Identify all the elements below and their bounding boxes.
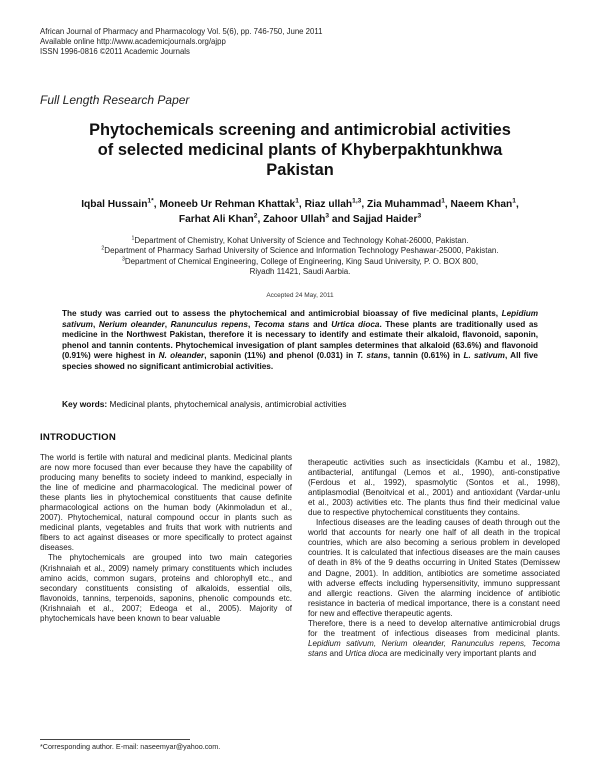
section-heading-introduction: INTRODUCTION	[40, 432, 116, 443]
affiliation-list	[70, 236, 530, 278]
affiliation-text: Department of Chemistry, Kohat University of Science and Technology Kohat-26000, Pakistan.	[134, 236, 469, 245]
title-line: Phytochemicals screening and antimicrobial activities	[89, 121, 511, 139]
author-name: Farhat Ali Khan	[178, 214, 254, 225]
left-column	[40, 453, 292, 624]
author-line	[40, 212, 560, 227]
paragraph-text: Therefore, there is a need to develop alternative antimicrobial drugs for the treatment of infectious diseases from medicinal plants.	[308, 618, 560, 638]
journal-header	[40, 27, 322, 57]
author-name: Zia Muhammad	[367, 199, 442, 210]
author-affiliation-mark: 1,3	[352, 197, 362, 205]
abstract-text: The study was carried out to assess the phytochemical and antimicrobial bioassay of five medicinal plants,	[62, 309, 502, 318]
affiliation-mark: 3	[121, 256, 125, 263]
abstract-text: and	[309, 319, 332, 329]
paper-title	[40, 120, 560, 180]
author-list	[40, 197, 560, 227]
affiliation-mark: 1	[131, 235, 135, 242]
affiliation-text: Department of Chemical Engineering, College of Engineering, King Saud University, P. O. BOX 800,	[124, 256, 479, 266]
plant-name: Nerium oleander	[98, 319, 165, 329]
right-column	[308, 458, 560, 659]
author-name: Moneeb Ur Rehman Khattak	[159, 199, 296, 210]
author-separator: ,	[257, 214, 264, 225]
plant-name: Ranunculus repens	[170, 319, 248, 329]
paragraph	[308, 619, 560, 659]
author-affiliation-mark: 1	[295, 197, 299, 205]
keywords-text: Medicinal plants, phytochemical analysis, antimicrobial activities	[107, 399, 347, 409]
paragraph: therapeutic activities such as insecticidals (Kambu et al., 1982), antibacterial, antifungal (Lemos et al., 1990), anti-constipative (Ferdous et al., 1992), spasmolytic (Sontos et al., 1998), antiplasmodial (Benoitvical et al., 2001) and antioxidant (Vardar-unlu et al., 2003) activities etc. The plants thus find their medicinal value due to respective phytochemical constituents they contains.	[308, 458, 560, 518]
affiliation-item	[70, 257, 530, 267]
author-name: Iqbal Hussain	[81, 199, 148, 210]
footnote-divider	[40, 739, 190, 740]
author-affiliation-mark: 3	[417, 212, 422, 220]
affiliation-text: Riyadh 11421, Saudi Aarbia.	[249, 267, 351, 277]
author-line	[40, 197, 560, 212]
abstract-text: . These plants are traditionally used as medicine in the Northwest Pakistan, therefore it is necessary to identify and estimate their alkaloid, flavonoid, saponin, phenol and tannin contents. Phytochemical invesigation of plant samples determines that alkaloid (63.6%) and flavonoid (0.91%) were highest in	[62, 319, 538, 361]
journal-url: Available online http://www.academicjournals.org/ajpp	[40, 37, 226, 46]
author-separator: ,	[444, 199, 451, 210]
abstract-text: , saponin (11%) and phenol (0.031) in	[204, 351, 357, 361]
journal-citation: African Journal of Pharmacy and Pharmacology Vol. 5(6), pp. 746-750, June 2011	[40, 27, 323, 36]
author-affiliation-mark: 1	[441, 197, 445, 205]
abstract-text: , tannin (0.61%) in	[387, 351, 464, 361]
title-line: Pakistan	[266, 161, 334, 179]
author-affiliation-mark: 1	[512, 197, 516, 205]
accepted-date: Accepted 24 May, 2011	[266, 292, 334, 299]
plant-name: T. stans	[356, 351, 388, 361]
corresponding-author-footnote: *Corresponding author. E-mail: naseemyar@yahoo.com.	[40, 742, 221, 751]
abstract-text: ,	[247, 319, 254, 329]
affiliation-item	[70, 267, 530, 277]
plant-name: Urtica dioca	[345, 648, 388, 658]
author-name: Naeem Khan	[450, 199, 513, 210]
author-name: Riaz ullah	[304, 199, 353, 210]
affiliation-mark: 2	[101, 245, 105, 252]
plant-name: Lepidium sativum, Nerium oleander, Ranunculus repens, Tecoma stans	[308, 638, 560, 658]
author-separator: ,	[361, 199, 368, 210]
paragraph-text: and	[327, 648, 346, 658]
paragraph: The world is fertile with natural and medicinal plants. Medicinal plants are now more focused than ever because they have the capability of producing many benefits to society indeed to mankind, especially in the line of medicine and pharmacological. The medicinal power of these plants lies in phytochemical constituents that cause definite pharmacological actions on the human body (Akinmoladun et al., 2007). Phytochemical, natural compound occur in plants such as medicinal plants, vegetables and fruits that work with nutrients and fibers to act against diseases or more specifically to protect against diseases.	[40, 453, 292, 553]
author-affiliation-mark: 3	[325, 212, 330, 220]
plant-name: Tecoma stans	[253, 319, 310, 329]
author-separator: ,	[153, 199, 160, 210]
keywords	[62, 399, 538, 410]
affiliation-item	[70, 236, 530, 246]
abstract-text: ,	[92, 319, 99, 329]
author-name: Zahoor Ullah	[263, 214, 326, 225]
abstract	[62, 309, 538, 373]
paragraph: Infectious diseases are the leading causes of death through out the world that accounts for nearly one half of all death in the tropical countries, which are also becoming a serious problem in developed countries. It is calculated that infectious diseases are the main causes of death in 8% of the 9 deaths occurring in United States (Demissew and Dagne, 2001). In addition, antibiotics are sometime associated with adverse effects including hypersensitivity, immuno suppressant and allergic reactions. Given the alarming incidence of antibiotic resistance in bacteria of medical importance, there is a constant need for new and effective therapeutic agents.	[308, 518, 560, 618]
plant-name: L. sativum	[463, 351, 505, 361]
abstract-text: ,	[164, 319, 171, 329]
keywords-label: Key words:	[62, 399, 108, 409]
plant-name: Lepidium sativum	[62, 309, 538, 329]
author-separator: ,	[298, 199, 305, 210]
journal-issn: ISSN 1996-0816 ©2011 Academic Journals	[40, 47, 190, 56]
affiliation-item	[70, 246, 530, 256]
plant-name: N. oleander	[158, 351, 205, 361]
title-line: of selected medicinal plants of Khyberpakhtunkhwa	[97, 141, 503, 159]
plant-name: Urtica dioca	[331, 319, 380, 329]
author-separator: ,	[515, 199, 519, 210]
author-affiliation-mark: 2	[253, 212, 258, 220]
author-affiliation-mark: 1*	[147, 197, 154, 205]
paragraph: The phytochemicals are grouped into two main categories (Krishnaiah et al., 2009) namely primary constituents which includes amino acids, common sugars, proteins and chlorophyll etc., and secondary constituents consisting of alkaloids, essential oils, flavonoids, tannins, terpenoids, saponins, phenolic compounds etc. (Krishnaiah et al., 2007; Edeoga et al., 2005). Majority of phytochemicals have been known to bear valuable	[40, 553, 292, 623]
abstract-text: , All five species showed no significant antimicrobial activities.	[62, 351, 538, 371]
author-name: Sajjad Haider	[352, 214, 418, 225]
affiliation-text: Department of Pharmacy Sarhad University of Science and Information Technology Peshawar-25000, Pakistan.	[104, 246, 499, 256]
author-and: and	[329, 214, 353, 225]
paragraph-text: are medicinally very important plants and	[387, 648, 537, 658]
paper-type: Full Length Research Paper	[40, 93, 190, 107]
